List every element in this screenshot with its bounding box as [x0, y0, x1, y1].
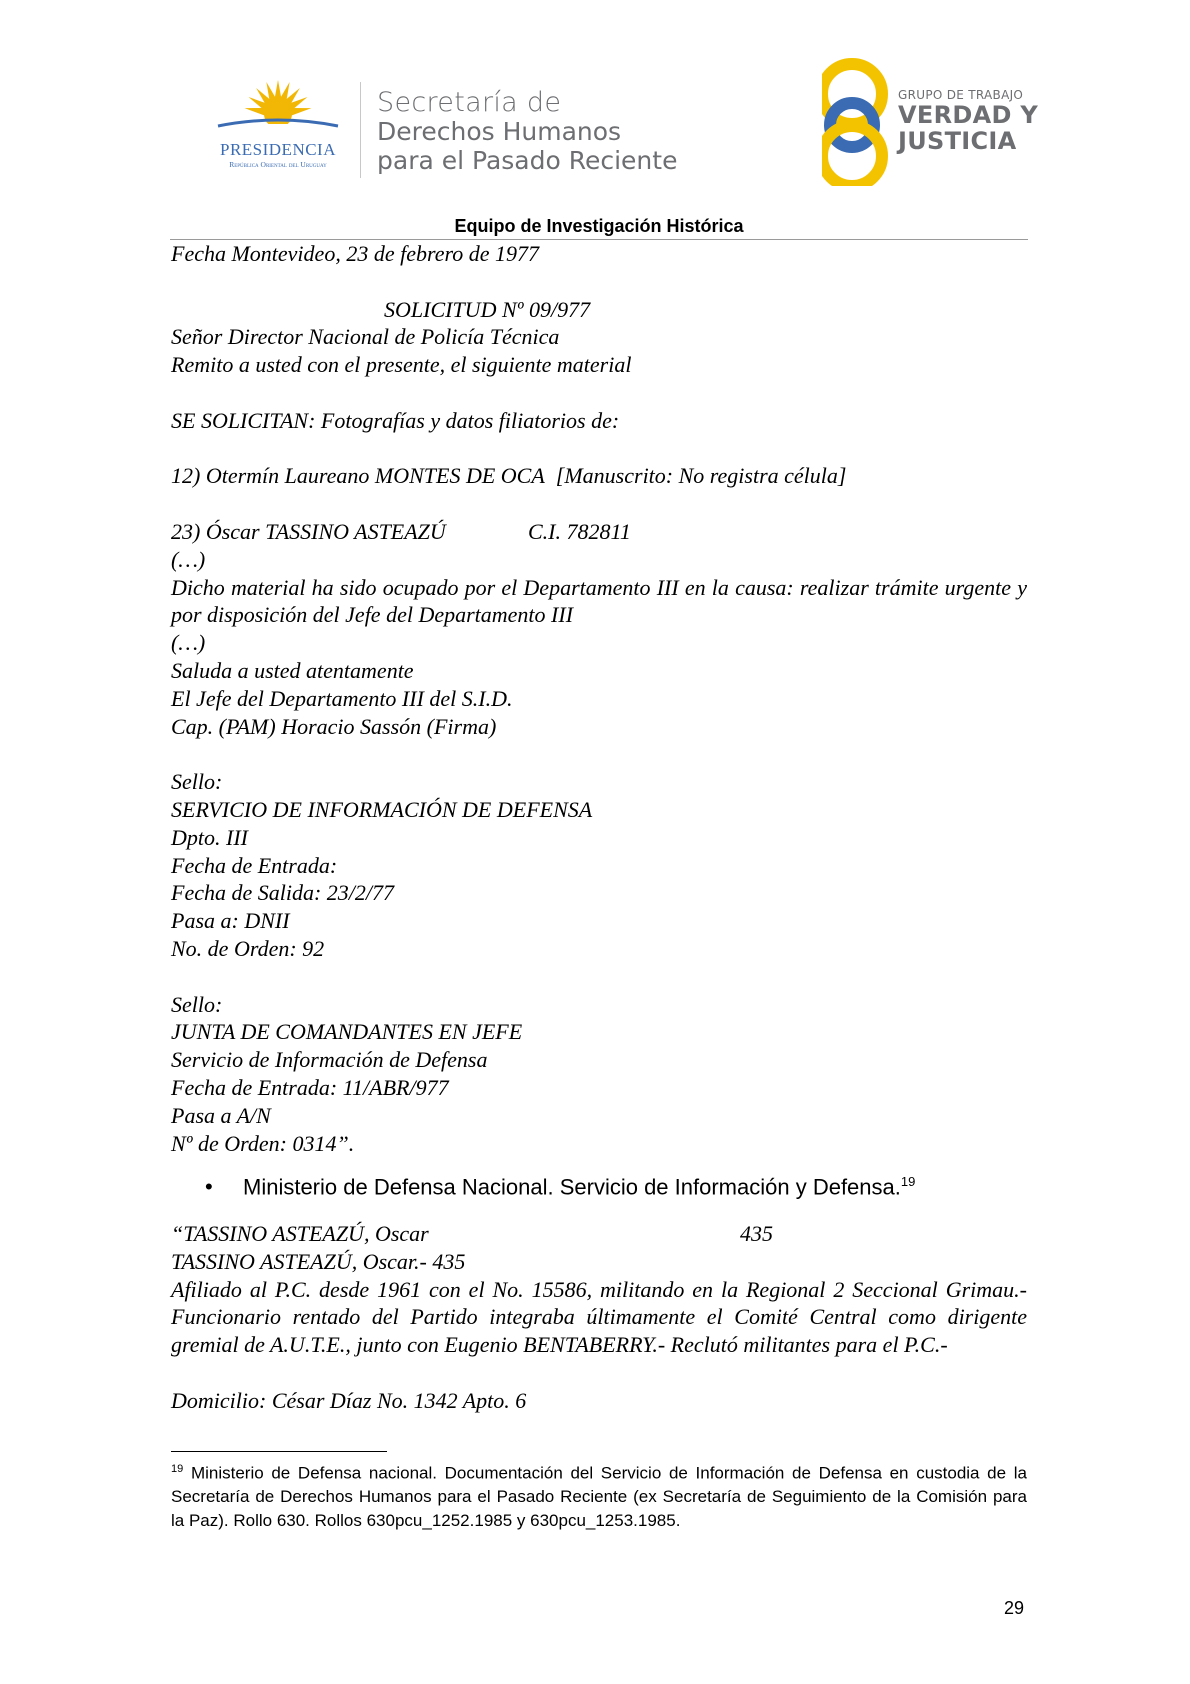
sello-1-line: No. de Orden: 92	[171, 935, 325, 961]
item-23-ci: C.I. 782811	[528, 518, 631, 544]
vyj-line-2: JUSTICIA	[898, 127, 1017, 155]
ellipsis-2: (…)	[171, 630, 206, 656]
presidencia-name: PRESIDENCIA	[219, 140, 336, 159]
item-23-line	[171, 518, 1027, 546]
sello-1-line: Pasa a: DNII	[171, 908, 290, 934]
sello-2-line: Servicio de Información de Defensa	[171, 1047, 488, 1073]
sello-1-label: Sello:	[171, 769, 223, 795]
secretaria-line-1: Secretaría de	[377, 87, 562, 118]
sello-2-label: Sello:	[171, 991, 223, 1017]
domicilio-line: Domicilio: César Díaz No. 1342 Apto. 6	[171, 1387, 527, 1413]
bullet-text: Ministerio de Defensa Nacional. Servicio de Información y Defensa.	[243, 1174, 901, 1200]
logo-divider	[360, 82, 361, 178]
vyj-line-1: VERDAD Y	[898, 101, 1039, 129]
page-number: 29	[1004, 1598, 1025, 1618]
ellipsis-1: (…)	[171, 546, 206, 572]
document-body	[171, 240, 1027, 1157]
vyj-group-label: GRUPO DE TRABAJO	[898, 88, 1024, 102]
item-12-note: [Manuscrito: No registra célula]	[555, 463, 847, 489]
senor-line: Señor Director Nacional de Policía Técnica	[171, 324, 560, 350]
record-line-1	[171, 1220, 1027, 1248]
verdad-justicia-text	[898, 88, 1038, 154]
dicho-paragraph: Dicho material ha sido ocupado por el Departamento III en la causa: realizar trámite urgente y por disposición del Jefe del Departamento III	[171, 574, 1027, 628]
solicitud-line: SOLICITUD Nº 09/977	[384, 296, 591, 322]
sello-1-line: Dpto. III	[171, 824, 248, 850]
record-name: “TASSINO ASTEAZÚ, Oscar	[171, 1221, 429, 1246]
sello-1-line: SERVICIO DE INFORMACIÓN DE DEFENSA	[171, 796, 593, 822]
presidencia-logo	[198, 80, 358, 180]
footnote-number: 19	[171, 1463, 184, 1475]
sello-2-line: Pasa a A/N	[171, 1102, 271, 1128]
sello-2-line: Nº de Orden: 0314”.	[171, 1130, 355, 1156]
footnote-ref[interactable]: 19	[900, 1174, 916, 1189]
sello-2-line: JUNTA DE COMANDANTES EN JEFE	[171, 1019, 523, 1045]
secretaria-title	[377, 88, 677, 175]
ministerio-bullet	[205, 1174, 915, 1200]
afiliado-paragraph: Afiliado al P.C. desde 1961 con el No. 15586, militando en la Regional 2 Seccional Grimau.- Funcionario rentado del Partido integraba últimamente el Comité Central como dirigente gremial de A.U.T.E., junto con Eugenio BENTABERRY.- Reclutó militantes para el P.C.-	[171, 1276, 1027, 1358]
record-block	[171, 1220, 1027, 1415]
sello-1-line: Fecha de Entrada:	[171, 852, 338, 878]
item-12-line	[171, 462, 1027, 490]
jefe-line: El Jefe del Departamento III del S.I.D.	[171, 685, 513, 711]
remito-line: Remito a usted con el presente, el siguiente material	[171, 352, 632, 378]
presidencia-subtitle: República Oriental del Uruguay	[229, 160, 327, 169]
secretaria-line-2: Derechos Humanos	[377, 117, 622, 146]
sello-1-line: Fecha de Salida: 23/2/77	[171, 880, 395, 906]
sello-2-line: Fecha de Entrada: 11/ABR/977	[171, 1074, 449, 1100]
item-12-name: 12) Otermín Laureano MONTES DE OCA	[171, 463, 545, 489]
secretaria-line-3: para el Pasado Reciente	[377, 146, 678, 175]
record-line-2: TASSINO ASTEAZÚ, Oscar.- 435	[171, 1248, 466, 1274]
saluda-line: Saluda a usted atentamente	[171, 657, 414, 683]
footnote-rule	[171, 1451, 387, 1452]
team-title: Equipo de Investigación Histórica	[454, 216, 744, 236]
cap-line: Cap. (PAM) Horacio Sassón (Firma)	[171, 713, 497, 739]
bullet-dot-icon: •	[205, 1174, 213, 1200]
record-number: 435	[740, 1221, 773, 1246]
se-solicitan-line: SE SOLICITAN: Fotografías y datos filiatorios de:	[171, 407, 620, 433]
item-23-name: 23) Óscar TASSINO ASTEAZÚ	[171, 518, 446, 544]
footnote	[171, 1458, 1027, 1532]
footnote-text: Ministerio de Defensa nacional. Documentación del Servicio de Información de Defensa en custodia de la Secretaría de Derechos Humanos para el Pasado Reciente (ex Secretaría de Seguimiento de la Comisión para la Paz). Rollo 630. Rollos 630pcu_1252.1985 y 630pcu_1253.1985.	[171, 1463, 1028, 1530]
fecha-line: Fecha Montevideo, 23 de febrero de 1977	[171, 241, 539, 266]
